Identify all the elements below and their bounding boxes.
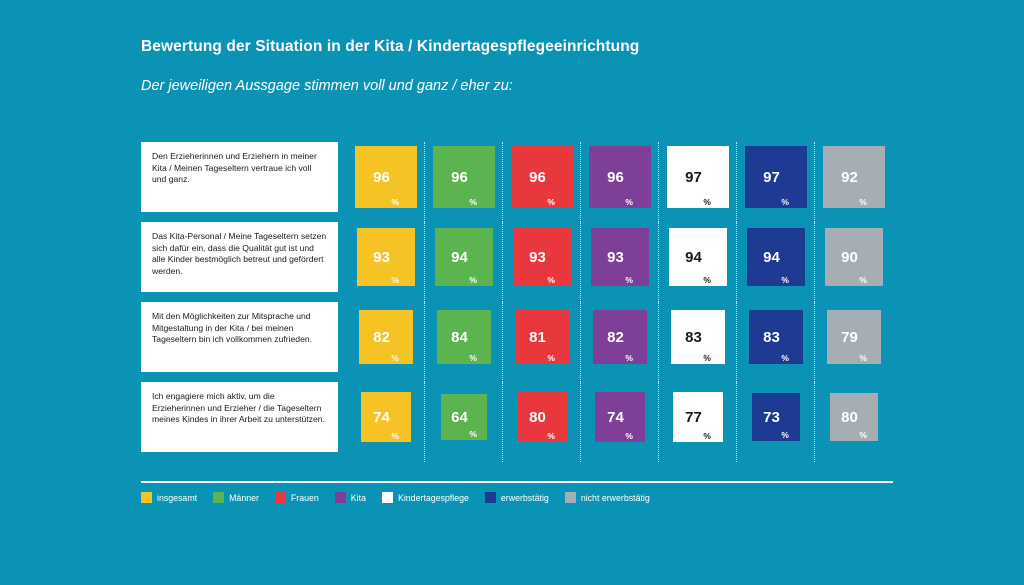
legend-swatch-icon (141, 492, 152, 503)
chart-cell-wrapper (503, 142, 581, 212)
chart-row (141, 382, 893, 452)
percent-symbol: % (781, 353, 789, 363)
legend-item-label: erwerbstätig (500, 492, 549, 503)
chart-value-cell (673, 392, 723, 442)
chart-cell-wrapper (581, 382, 659, 452)
chart-value-number: 93 (529, 248, 546, 266)
chart-value-number: 94 (763, 248, 780, 266)
statement-text: Den Erzieherinnen und Erziehern in meiner Kita / Meinen Tageseltern vertraue ich voll und ganz. (141, 142, 338, 212)
chart-cell-wrapper (737, 382, 815, 452)
chart-value-number: 80 (841, 408, 858, 426)
legend-item[interactable] (565, 492, 650, 503)
chart-cell-wrapper (425, 302, 503, 372)
legend-item-label: Frauen (290, 492, 319, 503)
legend-item-label: Kindertagespflege (397, 492, 469, 503)
chart-cell-wrapper (503, 302, 581, 372)
chart-value-number: 73 (763, 408, 780, 426)
chart-value-cell (357, 228, 415, 286)
chart-value-cell (671, 310, 725, 364)
statement-text: Mit den Möglichkeiten zur Mitsprache und Mitgestaltung in der Kita / bei meinen Tageseltern bin ich vollkommen zufrieden. (141, 302, 338, 372)
chart-value-number: 93 (373, 248, 390, 266)
chart-row-cells (347, 302, 893, 372)
statement-text: Das Kita-Personal / Meine Tageseltern setzen sich dafür ein, dass die Qualität gut ist und alle Kinder bestmöglich betreut und gefördert werden. (141, 222, 338, 292)
chart-value-number: 77 (685, 408, 702, 426)
chart-value-number: 96 (529, 168, 546, 186)
percent-symbol: % (703, 353, 711, 363)
chart-cell-wrapper (503, 382, 581, 452)
chart-cell-wrapper (815, 302, 893, 372)
legend-item[interactable] (141, 492, 197, 503)
chart-value-cell (827, 310, 881, 364)
chart-value-number: 82 (373, 328, 390, 346)
chart-value-number: 82 (607, 328, 624, 346)
legend-swatch-icon (485, 492, 496, 503)
chart-row (141, 302, 893, 372)
legend-swatch-icon (213, 492, 224, 503)
chart-value-cell (591, 228, 649, 286)
chart-value-cell (830, 393, 878, 441)
chart-value-cell (361, 392, 411, 442)
chart-cell-wrapper (815, 382, 893, 452)
percent-symbol: % (391, 275, 399, 285)
chart-cell-wrapper (659, 382, 737, 452)
page-subtitle: Der jeweiligen Aussgage stimmen voll und ganz / eher zu: (141, 78, 513, 94)
chart-value-cell (595, 392, 645, 442)
chart-cell-wrapper (581, 302, 659, 372)
legend-swatch-icon (565, 492, 576, 503)
chart-value-number: 96 (451, 168, 468, 186)
chart-value-number: 92 (841, 168, 858, 186)
chart-cell-wrapper (347, 382, 425, 452)
chart-cell-wrapper (425, 222, 503, 292)
chart-value-cell (589, 146, 651, 208)
chart-value-number: 97 (685, 168, 702, 186)
percent-symbol: % (547, 431, 555, 441)
chart-row (141, 222, 893, 292)
legend-item[interactable] (213, 492, 259, 503)
chart-cell-wrapper (815, 222, 893, 292)
legend-item[interactable] (382, 492, 469, 503)
chart-value-cell (437, 310, 491, 364)
chart-cell-wrapper (659, 142, 737, 212)
percent-symbol: % (391, 353, 399, 363)
chart-value-number: 93 (607, 248, 624, 266)
chart-value-cell (517, 392, 567, 442)
chart-value-number: 83 (763, 328, 780, 346)
legend-item-label: insgesamt (157, 492, 198, 503)
chart-value-cell (593, 310, 647, 364)
chart-value-number: 79 (841, 328, 858, 346)
chart-cell-wrapper (737, 142, 815, 212)
chart-value-cell (513, 228, 571, 286)
chart-value-number: 84 (451, 328, 468, 346)
chart-cell-wrapper (659, 302, 737, 372)
chart-value-cell (435, 228, 493, 286)
percent-symbol: % (391, 197, 399, 207)
percent-symbol: % (859, 430, 867, 440)
legend-item-label: Männer (229, 492, 259, 503)
chart-value-number: 81 (529, 328, 546, 346)
chart-row-cells (347, 222, 893, 292)
chart-cell-wrapper (815, 142, 893, 212)
percent-symbol: % (469, 275, 477, 285)
percent-symbol: % (781, 430, 789, 440)
chart-value-cell (745, 146, 807, 208)
chart-cell-wrapper (347, 222, 425, 292)
percent-symbol: % (781, 275, 789, 285)
chart-cell-wrapper (737, 302, 815, 372)
percent-symbol: % (703, 431, 711, 441)
chart-value-number: 83 (685, 328, 702, 346)
percent-symbol: % (547, 197, 555, 207)
chart-value-number: 96 (373, 168, 390, 186)
chart-value-number: 64 (451, 408, 468, 426)
chart-value-cell (515, 310, 569, 364)
legend-swatch-icon (382, 492, 393, 503)
legend-swatch-icon (275, 492, 286, 503)
chart-row-cells (347, 382, 893, 452)
chart-cell-wrapper (425, 142, 503, 212)
percent-symbol: % (469, 353, 477, 363)
legend-divider (141, 481, 893, 483)
chart-row-cells (347, 142, 893, 212)
chart-value-number: 94 (685, 248, 702, 266)
chart-value-cell (747, 228, 805, 286)
chart-value-cell (441, 394, 487, 440)
chart-cell-wrapper (347, 302, 425, 372)
percent-symbol: % (469, 197, 477, 207)
chart-value-cell (355, 146, 417, 208)
chart-cell-wrapper (503, 222, 581, 292)
legend-item-label: nicht erwerbstätig (580, 492, 650, 503)
chart-cell-wrapper (581, 142, 659, 212)
chart-legend (141, 492, 901, 503)
percent-symbol: % (859, 275, 867, 285)
chart-value-cell (433, 146, 495, 208)
chart-value-cell (667, 146, 729, 208)
chart-value-number: 96 (607, 168, 624, 186)
legend-item[interactable] (275, 492, 319, 503)
percent-symbol: % (859, 353, 867, 363)
percent-symbol: % (703, 275, 711, 285)
chart-value-cell (749, 310, 803, 364)
statement-text: Ich engagiere mich aktiv, um die Erzieherinnen und Erzieher / die Tageseltern meines Kindes in ihrer Arbeit zu unterstützen. (141, 382, 338, 452)
legend-item[interactable] (485, 492, 549, 503)
chart-value-cell (359, 310, 413, 364)
chart-value-number: 80 (529, 408, 546, 426)
percent-symbol: % (625, 197, 633, 207)
legend-item-label: Kita (350, 492, 366, 503)
chart-value-cell (825, 228, 883, 286)
percent-symbol: % (625, 275, 633, 285)
percent-symbol: % (859, 197, 867, 207)
chart-value-number: 90 (841, 248, 858, 266)
chart-cell-wrapper (737, 222, 815, 292)
chart-value-number: 94 (451, 248, 468, 266)
legend-item[interactable] (335, 492, 366, 503)
percent-symbol: % (469, 429, 477, 439)
chart-cell-wrapper (581, 222, 659, 292)
chart-value-number: 74 (607, 408, 624, 426)
chart-cell-wrapper (425, 382, 503, 452)
page-title: Bewertung der Situation in der Kita / Kindertagespflegeeinrichtung (141, 38, 640, 55)
chart-cell-wrapper (347, 142, 425, 212)
chart-cell-wrapper (659, 222, 737, 292)
chart-value-cell (511, 146, 573, 208)
percent-symbol: % (547, 353, 555, 363)
chart-value-cell (669, 228, 727, 286)
percent-symbol: % (547, 275, 555, 285)
percent-symbol: % (625, 353, 633, 363)
chart-row (141, 142, 893, 212)
chart-grid (141, 142, 893, 462)
legend-swatch-icon (335, 492, 346, 503)
chart-value-number: 97 (763, 168, 780, 186)
percent-symbol: % (625, 431, 633, 441)
chart-value-cell (752, 393, 800, 441)
chart-value-number: 74 (373, 408, 390, 426)
percent-symbol: % (391, 431, 399, 441)
percent-symbol: % (781, 197, 789, 207)
percent-symbol: % (703, 197, 711, 207)
chart-value-cell (823, 146, 885, 208)
